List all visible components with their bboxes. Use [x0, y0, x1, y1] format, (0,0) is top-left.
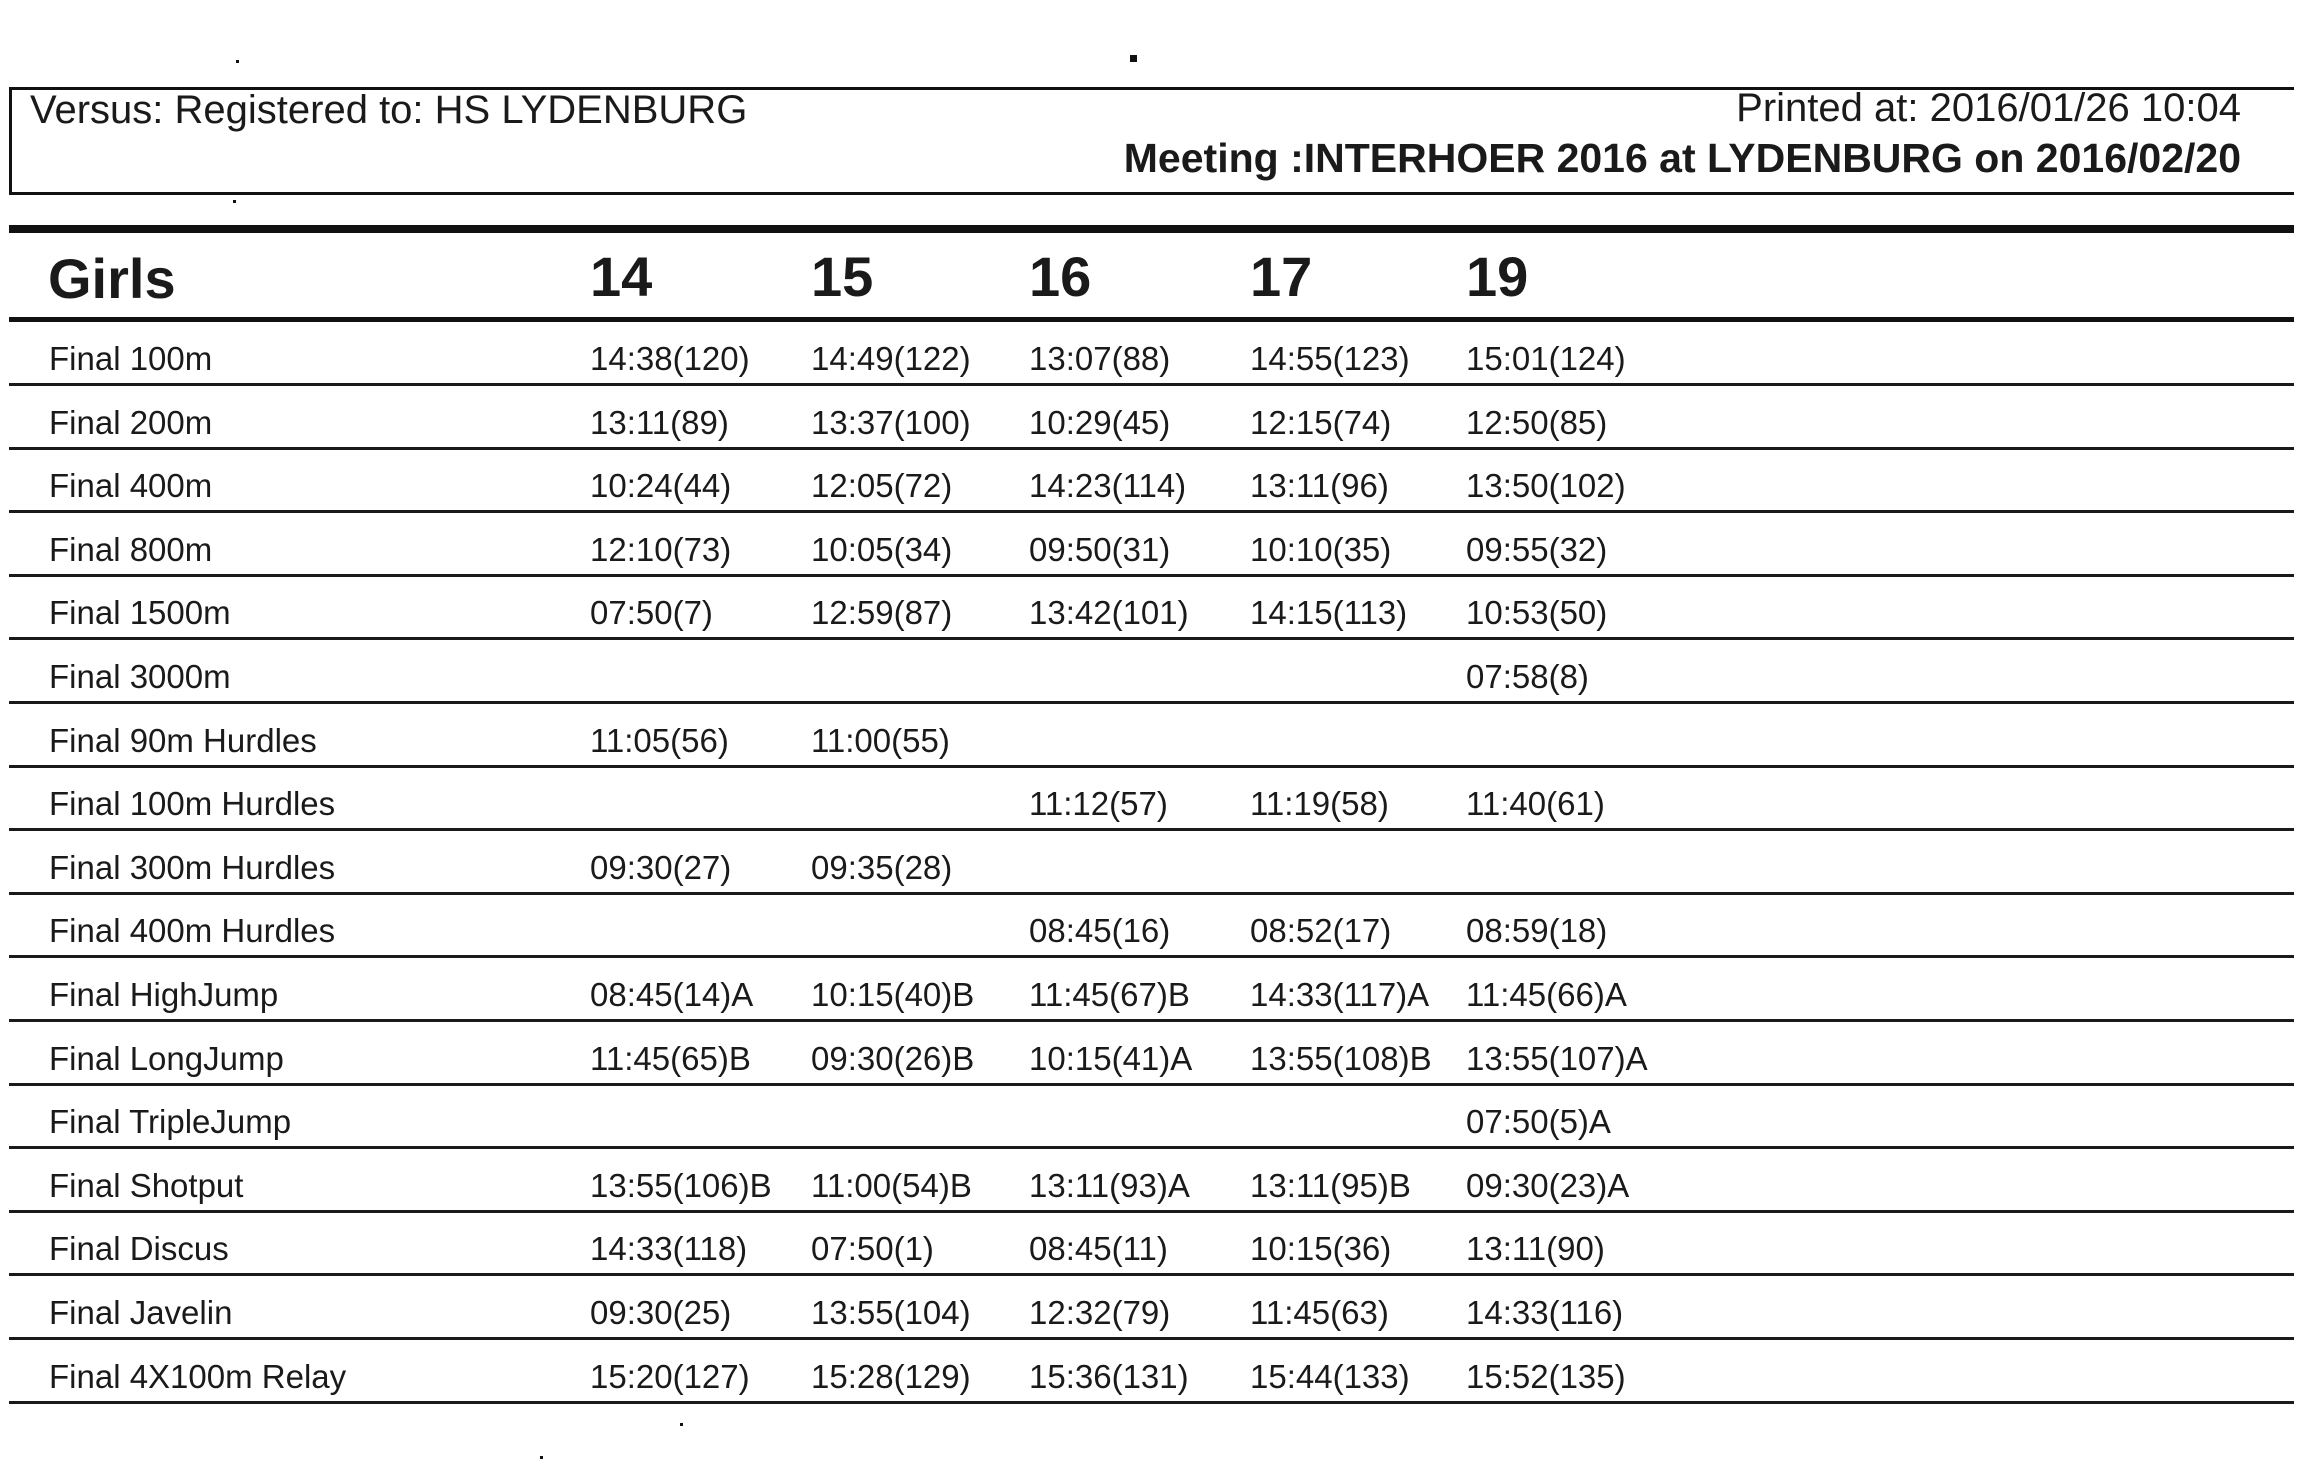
time-cell-age-17: 13:11(96): [1250, 467, 1389, 504]
scan-speck: [540, 1456, 543, 1459]
event-name-cell: Final Javelin: [49, 1294, 233, 1331]
time-cell-age-19: 08:59(18): [1466, 912, 1608, 949]
time-cell-age-17: 10:15(36): [1250, 1230, 1392, 1267]
time-cell-age-19: 11:45(66)A: [1466, 976, 1627, 1013]
table-row: [9, 1022, 2294, 1086]
age-column-header: 17: [1250, 245, 1313, 308]
time-cell-age-19: 15:01(124): [1466, 340, 1626, 377]
time-cell-age-19: 07:58(8): [1466, 658, 1589, 695]
event-name-cell: Final 4X100m Relay: [49, 1358, 347, 1395]
time-cell-age-14: 10:24(44): [590, 467, 732, 504]
table-row: [9, 831, 2294, 895]
time-cell-age-19: 11:40(61): [1466, 785, 1605, 822]
group-title: Girls: [48, 247, 176, 310]
time-cell-age-17: 11:19(58): [1250, 785, 1389, 822]
event-name-cell: Final TripleJump: [49, 1103, 292, 1140]
age-column-header: 14: [590, 245, 653, 308]
table-top-rule: [9, 225, 2294, 233]
table-row: [9, 1212, 2294, 1276]
time-cell-age-15: 14:49(122): [811, 340, 971, 377]
table-row: [9, 1276, 2294, 1340]
time-cell-age-15: 11:00(55): [811, 722, 950, 759]
event-name-cell: Final 200m: [49, 404, 213, 441]
time-cell-age-14: 08:45(14)A: [590, 976, 754, 1013]
time-cell-age-16: 15:36(131): [1029, 1358, 1189, 1395]
time-cell-age-15: 07:50(1): [811, 1230, 934, 1267]
time-cell-age-19: 15:52(135): [1466, 1358, 1626, 1395]
event-name-cell: Final 800m: [49, 531, 213, 568]
meeting-title: Meeting :INTERHOER 2016 at LYDENBURG on 2016/02/20: [1123, 135, 2241, 181]
event-name-cell: Final 100m Hurdles: [49, 785, 336, 822]
time-cell-age-16: 10:15(41)A: [1029, 1040, 1193, 1077]
registered-to-label: Versus: Registered to: HS LYDENBURG: [30, 88, 748, 132]
table-row: [9, 386, 2294, 450]
age-column-header: 19: [1466, 245, 1529, 308]
scan-speck: [1130, 55, 1137, 62]
table-row: [9, 958, 2294, 1022]
time-cell-age-19: 13:55(107)A: [1466, 1040, 1648, 1077]
scan-speck: [680, 1423, 683, 1426]
table-row: [9, 513, 2294, 577]
time-cell-age-17: 14:33(117)A: [1250, 976, 1430, 1013]
time-cell-age-14: 14:38(120): [590, 340, 750, 377]
time-cell-age-15: 13:37(100): [811, 404, 971, 441]
table-row: [9, 767, 2294, 831]
table-row: [9, 894, 2294, 958]
scan-speck: [236, 60, 239, 63]
time-cell-age-16: 11:12(57): [1029, 785, 1168, 822]
event-name-cell: Final 1500m: [49, 594, 231, 631]
event-name-cell: Final 100m: [49, 340, 213, 377]
time-cell-age-16: 13:11(93)A: [1029, 1167, 1190, 1204]
time-cell-age-15: 13:55(104): [811, 1294, 971, 1331]
time-cell-age-14: 09:30(25): [590, 1294, 732, 1331]
time-cell-age-16: 14:23(114): [1029, 467, 1187, 504]
time-cell-age-16: 08:45(11): [1029, 1230, 1168, 1267]
time-cell-age-14: 14:33(118): [590, 1230, 748, 1267]
event-name-cell: Final 400m: [49, 467, 213, 504]
time-cell-age-17: 11:45(63): [1250, 1294, 1389, 1331]
time-cell-age-17: 15:44(133): [1250, 1358, 1410, 1395]
age-column-header: 15: [811, 245, 874, 308]
time-cell-age-15: 10:05(34): [811, 531, 953, 568]
time-cell-age-15: 15:28(129): [811, 1358, 971, 1395]
time-cell-age-15: 09:35(28): [811, 849, 953, 886]
time-cell-age-15: 11:00(54)B: [811, 1167, 972, 1204]
scan-speck: [233, 200, 236, 203]
time-cell-age-14: 13:11(89): [590, 404, 729, 441]
time-cell-age-17: 14:15(113): [1250, 594, 1408, 631]
row-divider: [9, 1401, 2294, 1404]
time-cell-age-16: 13:42(101): [1029, 594, 1189, 631]
printed-at-label: Printed at: 2016/01/26 10:04: [1736, 86, 2241, 130]
time-cell-age-15: 10:15(40)B: [811, 976, 975, 1013]
time-cell-age-19: 09:55(32): [1466, 531, 1608, 568]
event-name-cell: Final 3000m: [49, 658, 231, 695]
time-cell-age-16: 10:29(45): [1029, 404, 1171, 441]
time-cell-age-14: 11:45(65)B: [590, 1040, 751, 1077]
time-cell-age-14: 12:10(73): [590, 531, 732, 568]
table-row: [9, 576, 2294, 640]
time-cell-age-14: 13:55(106)B: [590, 1167, 772, 1204]
event-name-cell: Final LongJump: [49, 1040, 284, 1077]
time-cell-age-19: 09:30(23)A: [1466, 1167, 1630, 1204]
time-cell-age-17: 14:55(123): [1250, 340, 1410, 377]
time-cell-age-19: 13:11(90): [1466, 1230, 1605, 1267]
time-cell-age-19: 13:50(102): [1466, 467, 1626, 504]
event-name-cell: Final Discus: [49, 1230, 229, 1267]
time-cell-age-16: 11:45(67)B: [1029, 976, 1190, 1013]
event-name-cell: Final HighJump: [49, 976, 279, 1013]
table-row: [9, 449, 2294, 513]
event-name-cell: Final 90m Hurdles: [49, 722, 317, 759]
time-cell-age-14: 07:50(7): [590, 594, 713, 631]
table-row: [9, 640, 2294, 704]
table-row: [9, 1340, 2294, 1404]
time-cell-age-17: 13:55(108)B: [1250, 1040, 1432, 1077]
age-column-header: 16: [1029, 245, 1092, 308]
time-cell-age-17: 10:10(35): [1250, 531, 1392, 568]
time-cell-age-14: 09:30(27): [590, 849, 732, 886]
time-cell-age-16: 12:32(79): [1029, 1294, 1171, 1331]
time-cell-age-16: 08:45(16): [1029, 912, 1171, 949]
time-cell-age-19: 10:53(50): [1466, 594, 1608, 631]
time-cell-age-17: 12:15(74): [1250, 404, 1392, 441]
table-row: [9, 704, 2294, 768]
time-cell-age-14: 15:20(127): [590, 1358, 750, 1395]
table-row: [9, 1085, 2294, 1149]
time-cell-age-16: 13:07(88): [1029, 340, 1171, 377]
event-name-cell: Final Shotput: [49, 1167, 244, 1204]
time-cell-age-17: 13:11(95)B: [1250, 1167, 1411, 1204]
event-name-cell: Final 300m Hurdles: [49, 849, 336, 886]
time-cell-age-17: 08:52(17): [1250, 912, 1392, 949]
time-cell-age-15: 12:59(87): [811, 594, 953, 631]
time-cell-age-19: 07:50(5)A: [1466, 1103, 1611, 1140]
event-name-cell: Final 400m Hurdles: [49, 912, 336, 949]
time-cell-age-19: 14:33(116): [1466, 1294, 1624, 1331]
time-cell-age-15: 09:30(26)B: [811, 1040, 975, 1077]
table-row: [9, 1149, 2294, 1213]
time-cell-age-19: 12:50(85): [1466, 404, 1608, 441]
time-cell-age-14: 11:05(56): [590, 722, 729, 759]
time-cell-age-16: 09:50(31): [1029, 531, 1171, 568]
table-row: [9, 322, 2294, 386]
time-cell-age-15: 12:05(72): [811, 467, 953, 504]
